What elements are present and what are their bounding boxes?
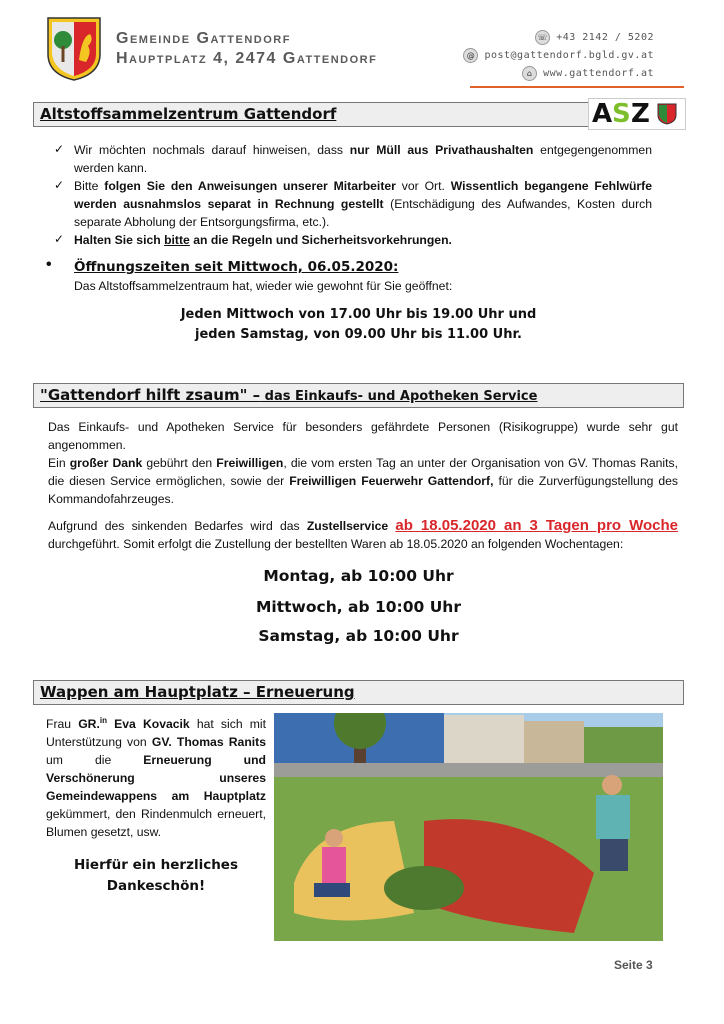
hilft-paragraph-1: Das Einkaufs- und Apotheken Service für besonders gefährdete Personen (Risikogruppe) wurde sehr gut angenommen. — [48, 420, 678, 452]
website-url[interactable]: www.gattendorf.at — [543, 68, 654, 79]
delivery-day-1: Montag, ab 10:00 Uhr — [263, 567, 454, 585]
email-contact[interactable] — [463, 48, 654, 63]
hours-schedule — [33, 305, 684, 345]
hilft-paragraph-2: Ein großer Dank gebührt den Freiwilligen, die vom ersten Tag an unter der Organisation von GV. Thomas Ranits, die diesen Service ermöglichen, sowie der Freiwilligen Feuerwehr Gattendorf, für die Zurverfügungstellung des Kommandofahrzeuges. — [48, 456, 678, 506]
coat-of-arms-logo — [46, 16, 102, 82]
wappen-text: Frau GR.$^{in}$ Eva Kovacik hat sich mit Unterstützung von GV. Thomas Ranits um die Erneuerung und Verschönerung unseres Gemeindewappens am Hauptplatz gekümmert, den Rindenmulch erneuert, Blumen gesetzt, usw. — [46, 716, 267, 840]
page-number: Seite 3 — [614, 958, 653, 972]
asz-logo — [588, 98, 686, 130]
email-icon: @ — [463, 48, 478, 63]
thanks-text: Hierfür ein herzliches Dankeschön! — [73, 857, 239, 894]
asz-bullet-2: Bitte folgen Sie den Anweisungen unserer Mitarbeiter vor Ort. Wissentlich begangene Fehlwürfe werden ausnahmslos separat in Rechnung gestellt (Entschädigung des Aufwandes, Kosten durch separate Abholung der Entsorgungsfirma, etc.). — [74, 179, 652, 229]
checkmark-icon: ✓ — [54, 178, 65, 192]
delivery-day-2: Mittwoch, ab 10:00 Uhr — [256, 598, 461, 616]
checkmark-icon: ✓ — [54, 232, 65, 246]
asz-logo-z: Z — [631, 99, 650, 129]
section-bar-asz — [33, 102, 684, 127]
section-title-wappen: Wappen am Hauptplatz – Erneuerung — [40, 683, 355, 701]
delivery-highlight: ab 18.05.2020 an 3 Tagen pro Woche — [395, 517, 678, 534]
hours-line-2: jeden Samstag, von 09.00 Uhr bis 11.00 Uhr. — [195, 327, 522, 342]
website-icon: ⌂ — [522, 66, 537, 81]
hilft-paragraph-3: Aufgrund des sinkenden Bedarfes wird das Zustellservice ab 18.05.2020 an 3 Tagen pro Woche durchgeführt. Somit erfolgt die Zustellung der bestellten Waren ab 18.05.2020 an folgenden Wochentagen: — [48, 517, 678, 551]
section-title-asz: Altstoffsammelzentrum Gattendorf — [40, 105, 337, 123]
hours-heading: Öffnungszeiten seit Mittwoch, 06.05.2020: — [74, 259, 399, 275]
section-bar-wappen — [33, 680, 684, 705]
section-bar-hilft — [33, 383, 684, 408]
asz-logo-s: S — [612, 99, 631, 129]
phone-contact — [535, 30, 654, 45]
asz-mini-crest-icon — [657, 103, 677, 125]
asz-bullet-3: Halten Sie sich bitte an die Regeln und Sicherheitsvorkehrungen. — [74, 233, 452, 247]
asz-logo-a: A — [592, 99, 613, 129]
phone-number: +43 2142 / 5202 — [556, 32, 654, 43]
bullet-dot-icon: • — [46, 256, 52, 273]
website-contact[interactable] — [522, 66, 654, 81]
checkmark-icon: ✓ — [54, 142, 65, 156]
municipality-name: Gemeinde Gattendorf — [116, 30, 291, 47]
hours-line-1: Jeden Mittwoch von 17.00 Uhr bis 19.00 Uhr und — [180, 307, 537, 322]
hours-intro: Das Altstoffsammelzentraum hat, wieder wie gewohnt für Sie geöffnet: — [74, 279, 453, 293]
delivery-day-3: Samstag, ab 10:00 Uhr — [258, 627, 459, 645]
section-title-hilft: "Gattendorf hilft zsaum" – das Einkaufs- und Apotheken Service — [40, 386, 538, 404]
coat-of-arms-flowerbed-photo — [274, 713, 663, 941]
phone-icon: ☏ — [535, 30, 550, 45]
header-divider — [470, 86, 684, 88]
email-address[interactable]: post@gattendorf.bgld.gv.at — [484, 50, 654, 61]
municipality-address: Hauptplatz 4, 2474 Gattendorf — [116, 50, 378, 67]
asz-bullet-1: Wir möchten nochmals darauf hinweisen, dass nur Müll aus Privathaushalten entgegengenommen werden kann. — [74, 143, 652, 175]
